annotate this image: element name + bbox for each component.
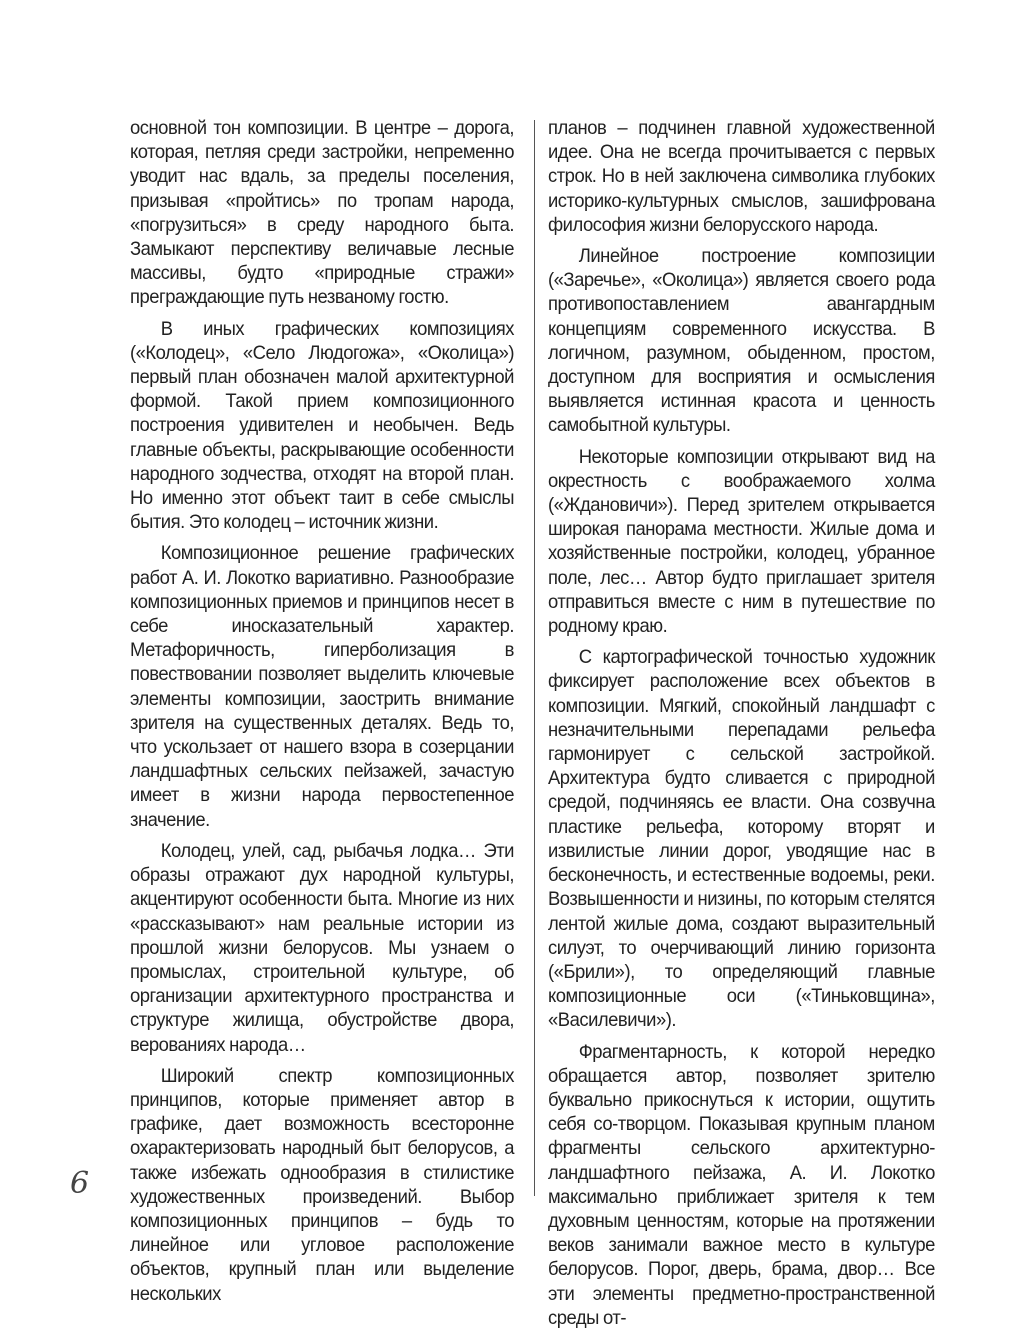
paragraph: Линейное построение композиции («Заречье», «Околица») является своего рода противопоставлением авангардным концепциям современного искусства. В логичном, разумном, обыденном, простом, доступном для восприятия и осмысления выявляется истинная красота и ценность самобытной культуры. <box>548 246 935 437</box>
column-divider <box>534 120 535 1196</box>
paragraph: Композиционное решение графических работ А. И. Локотко вариативно. Разнообразие композиционных приемов и принципов несет в себе иносказательный характер. Метафоричность, гиперболизация в повествовании позволяет выделить ключевые элементы композиции, заострить внимание зрителя на существенных деталях. Ведь то, что ускользает от нашего взора в созерцании ландшафтных сельских пейзажей, зачастую имеет в жизни народа первостепенное значение. <box>130 543 514 831</box>
right-column <box>548 117 935 1338</box>
left-column <box>130 117 514 1314</box>
paragraph: С картографической точностью художник фиксирует расположение всех объектов в композиции. Мягкий, спокойный ландшафт с незначительными перепадами рельефа гармонирует с сельской застройкой. Архитектура будто сливается с природной средой, подчиняясь ее власти. Она созвучна пластике рельефа, которому вторят и извилистые линии дорог, уводящие нас в бесконечность, и естественные водоемы, реки. Возвышенности и низины, по которым стелятся лентой жилые дома, создают выразительный силуэт, то очерчивающий линию горизонта («Брили»), то определяющий главные композиционные оси («Тиньковщина», «Василевичи»). <box>548 647 935 1032</box>
page-number: 6 <box>70 1166 90 1201</box>
paragraph: Широкий спектр композиционных принципов, которые применяет автор в графике, дает возможность всесторонне охарактеризовать народный быт белорусов, а также избежать однообразия в стилистике художественных произведений. Выбор композиционных принципов – будь то линейное или угловое расположение объектов, крупный план или выделение нескольких <box>130 1065 514 1305</box>
paragraph: Фрагментарность, к которой нередко обращается автор, позволяет зрителю буквально прикоснуться к истории, ощутить себя со-творцом. Показывая крупным планом фрагменты сельского архитектурно-ландшафтного пейзажа, А. И. Локотко максимально приближает зрителя к тем духовным ценностям, которые на протяжении веков занимали важное место в культуре белорусов. Порог, дверь, брама, двор… Все эти элементы предметно-пространственной среды от- <box>548 1041 935 1329</box>
paragraph: Колодец, улей, сад, рыбачья лодка… Эти образы отражают дух народной культуры, акцентируют особенности быта. Многие из них «рассказывают» нам реальные истории из прошлой жизни белорусов. Мы узнаем о промыслах, строительной культуре, об организации архитектурного пространства и структуре жилища, обустройстве двора, верованиях народа… <box>130 840 514 1056</box>
paragraph: В иных графических композициях («Колодец», «Село Людогожа», «Околица») первый план обозначен малой архитектурной формой. Такой прием композиционного построения удивителен и необычен. Ведь главные объекты, раскрывающие особенности народного зодчества, отходят на второй план. Но именно этот объект таит в себе смыслы бытия. Это колодец – источник жизни. <box>130 318 514 534</box>
paragraph: основной тон композиции. В центре – дорога, которая, петляя среди застройки, непременно уводит нас вдаль, за пределы поселения, призывая «пройтись» по тропам народа, «погрузиться» в среду народного быта. Замыкают перспективу величавые лесные массивы, будто «природные стражи» преграждающие путь незваному гостю. <box>130 118 514 309</box>
paragraph: планов – подчинен главной художественной идее. Она не всегда прочитывается с первых строк. Но в ней заключена символика глубоких историко-культурных смыслов, зашифрована философия жизни белорусского народа. <box>548 118 935 236</box>
paragraph: Некоторые композиции открывают вид на окрестность с воображаемого холма («Ждановичи»). Перед зрителем открывается широкая панорама местности. Жилые дома и хозяйственные постройки, колодец, убранное поле, лес… Автор будто приглашает зрителя отправиться вместе с ним в путешествие по родному краю. <box>548 446 935 638</box>
